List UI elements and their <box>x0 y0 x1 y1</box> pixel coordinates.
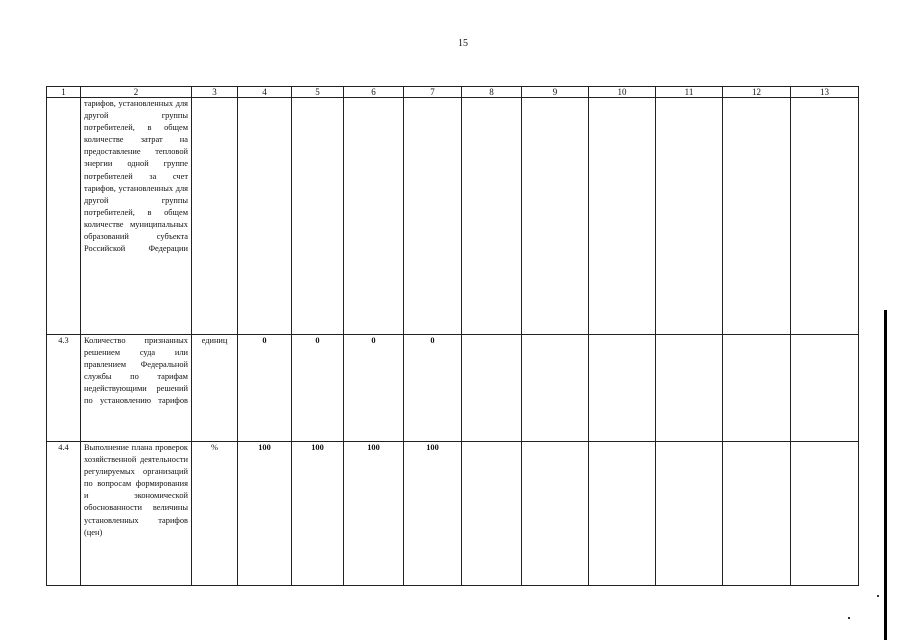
value-cell <box>656 98 723 335</box>
value-cell <box>589 335 656 442</box>
col-header-1: 1 <box>47 87 81 98</box>
value-cell <box>723 98 791 335</box>
unit-cell: единиц <box>192 335 238 442</box>
value-cell: 100 <box>404 442 462 586</box>
row-number: 4.4 <box>47 442 81 586</box>
value-cell: 100 <box>238 442 292 586</box>
value-cell: 100 <box>292 442 344 586</box>
col-header-13: 13 <box>791 87 859 98</box>
value-cell <box>522 98 589 335</box>
unit-cell: % <box>192 442 238 586</box>
table-row <box>47 98 859 335</box>
col-header-12: 12 <box>723 87 791 98</box>
page-number: 15 <box>458 38 468 49</box>
value-cell <box>656 335 723 442</box>
header-row <box>47 87 859 98</box>
col-header-10: 10 <box>589 87 656 98</box>
value-cell <box>723 442 791 586</box>
col-header-4: 4 <box>238 87 292 98</box>
indicator-description: Количество признанных решением суда или правлением Федеральной службы по тарифам недействующими решений по установлению тарифов <box>81 335 192 442</box>
table-row <box>47 442 859 586</box>
scan-speck <box>848 617 850 619</box>
value-cell <box>589 442 656 586</box>
value-cell <box>723 335 791 442</box>
value-cell <box>462 335 522 442</box>
value-cell: 0 <box>292 335 344 442</box>
value-cell: 0 <box>404 335 462 442</box>
value-cell <box>522 442 589 586</box>
value-cell <box>404 98 462 335</box>
value-cell <box>292 98 344 335</box>
value-cell <box>522 335 589 442</box>
value-cell: 100 <box>344 442 404 586</box>
col-header-3: 3 <box>192 87 238 98</box>
value-cell <box>462 442 522 586</box>
col-header-9: 9 <box>522 87 589 98</box>
row-number <box>47 98 81 335</box>
col-header-7: 7 <box>404 87 462 98</box>
value-cell: 0 <box>344 335 404 442</box>
col-header-5: 5 <box>292 87 344 98</box>
col-header-2: 2 <box>81 87 192 98</box>
value-cell <box>656 442 723 586</box>
value-cell <box>791 98 859 335</box>
indicator-description: Выполнение плана проверок хозяйственной деятельности регулируемых организаций по вопросам формирования и экономической обоснованности величины установленных тарифов (цен) <box>81 442 192 586</box>
value-cell <box>791 335 859 442</box>
col-header-11: 11 <box>656 87 723 98</box>
col-header-8: 8 <box>462 87 522 98</box>
table-row <box>47 335 859 442</box>
value-cell <box>238 98 292 335</box>
col-header-6: 6 <box>344 87 404 98</box>
scan-edge-line <box>884 310 887 640</box>
row-number: 4.3 <box>47 335 81 442</box>
indicator-description: тарифов, установленных для другой группы потребителей, в общем количестве затрат на предоставление тепловой энергии одной группе потребителей за счет тарифов, установленных для другой группы потребителей, в общем количестве муниципальных образований субъекта Российской Федерации <box>81 98 192 335</box>
value-cell <box>462 98 522 335</box>
value-cell: 0 <box>238 335 292 442</box>
value-cell <box>344 98 404 335</box>
indicator-table <box>46 86 859 586</box>
scan-speck <box>877 595 879 597</box>
unit-cell <box>192 98 238 335</box>
value-cell <box>589 98 656 335</box>
value-cell <box>791 442 859 586</box>
